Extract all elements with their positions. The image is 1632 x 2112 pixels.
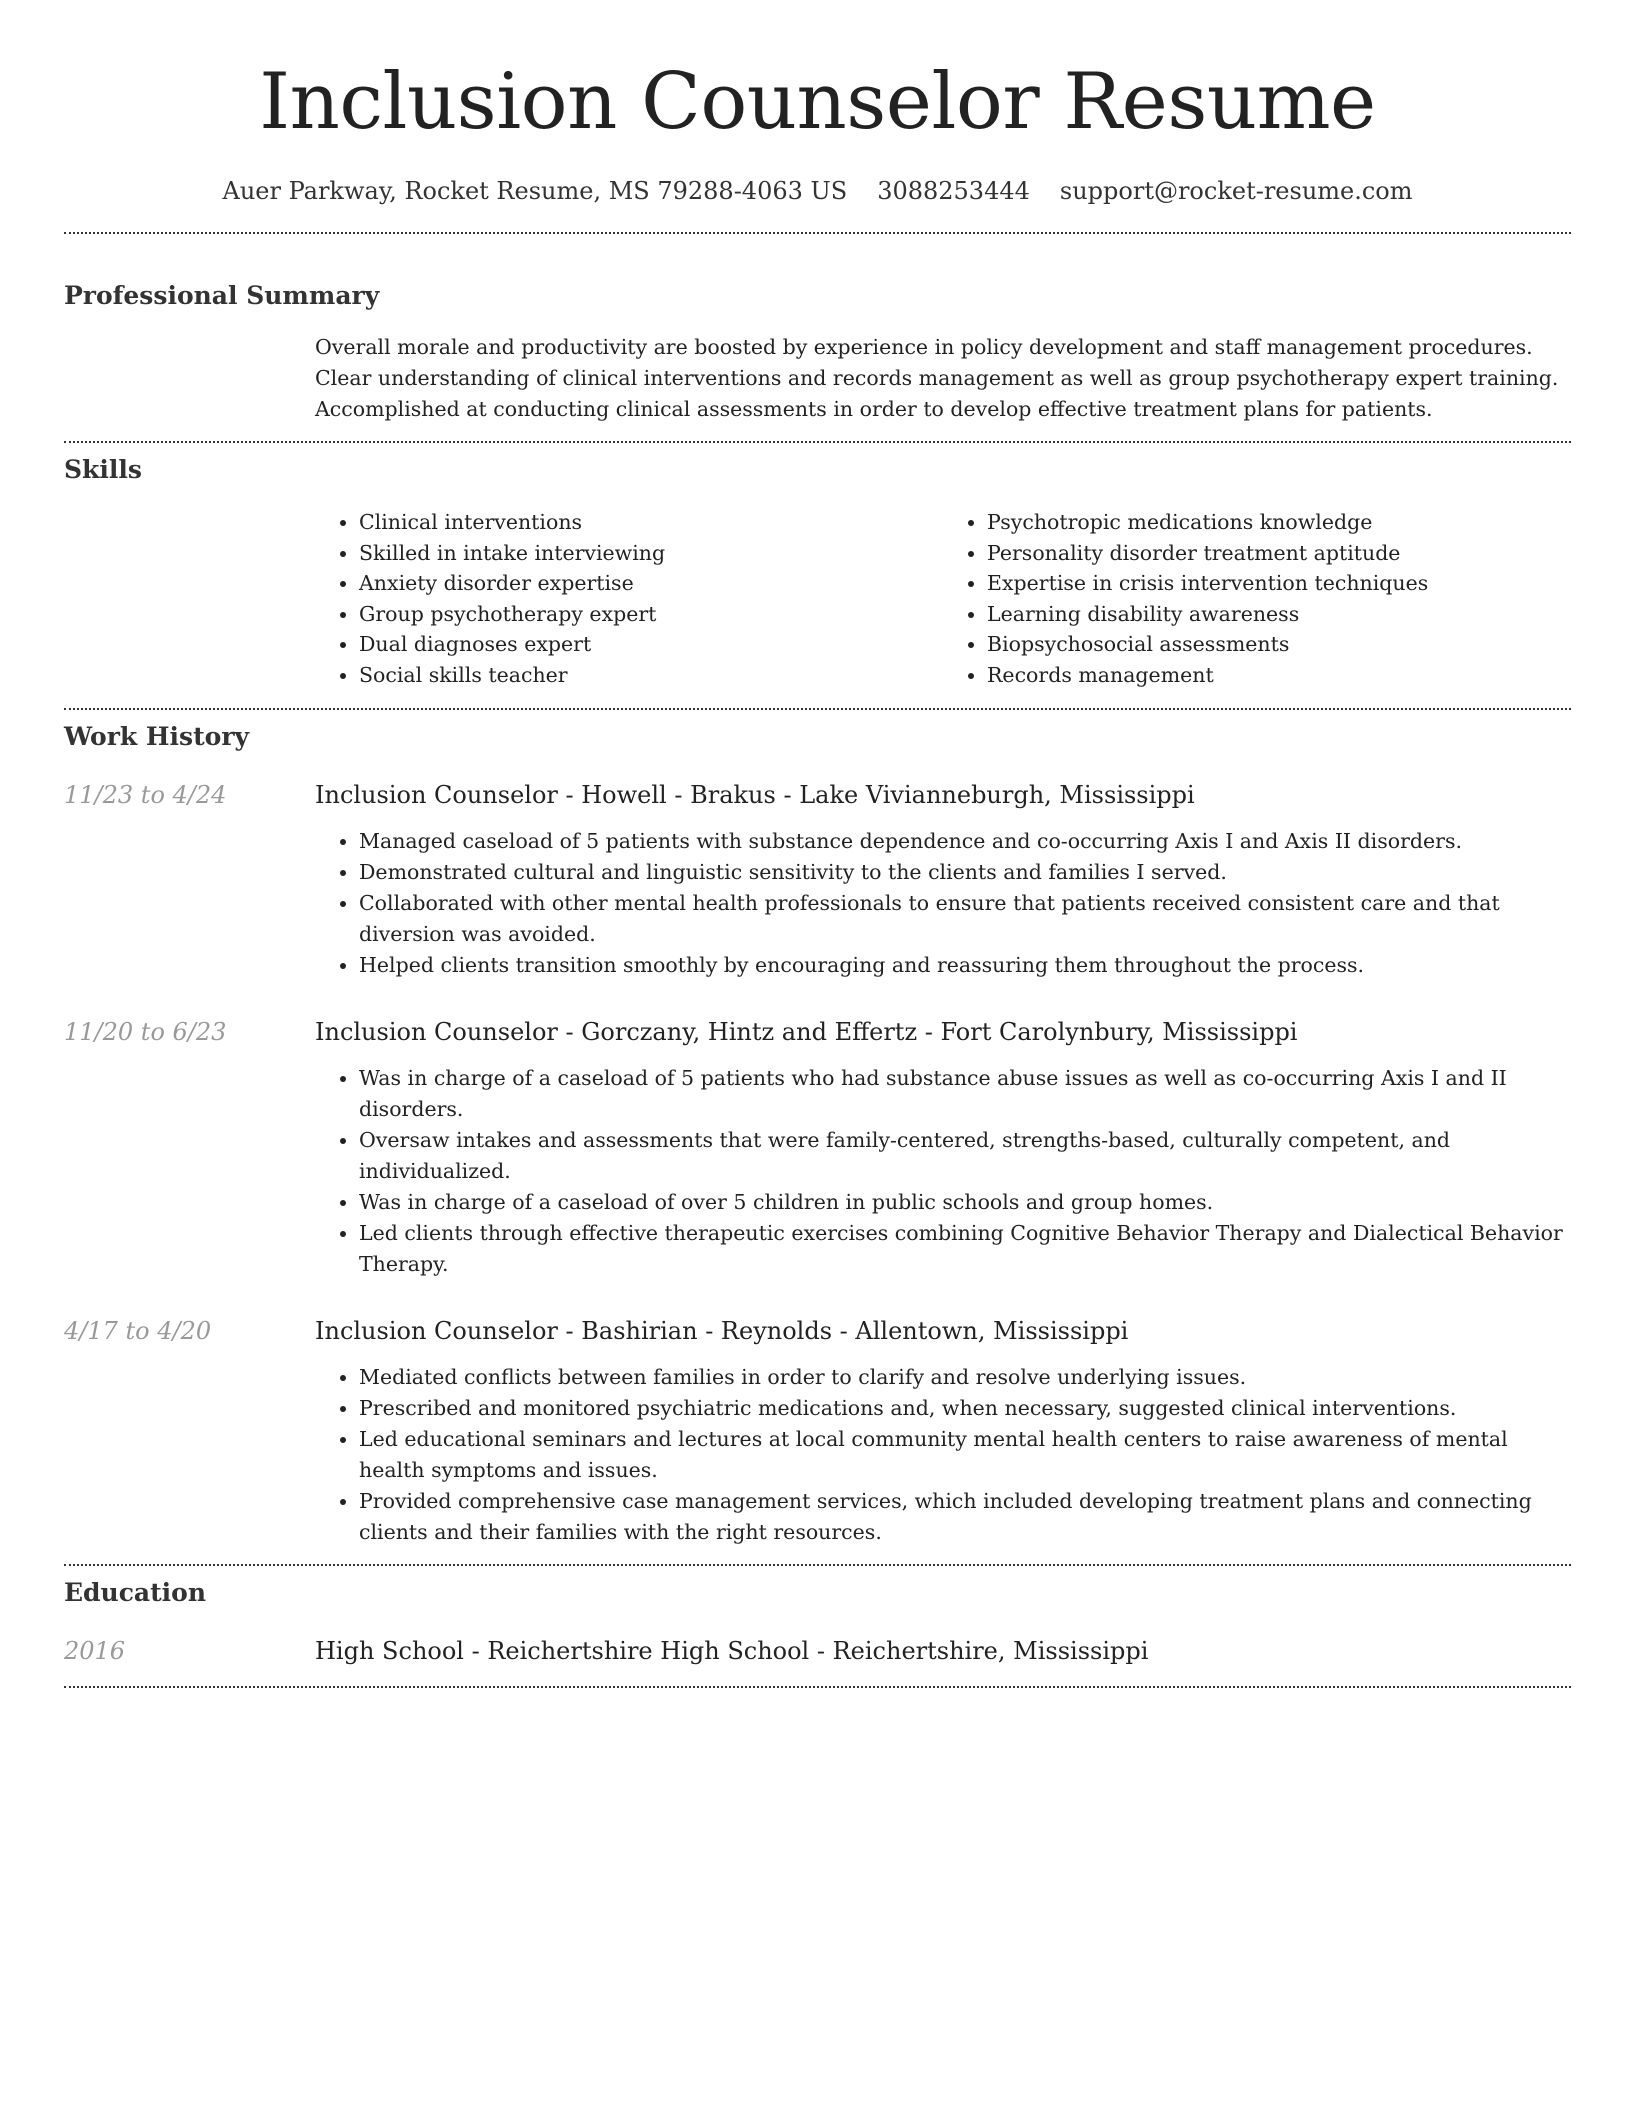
education-year: 2016 — [64, 1637, 126, 1665]
skill-item: • Dual diagnoses expert — [359, 629, 943, 660]
job-bullets — [315, 1063, 1571, 1280]
job-title: Inclusion Counselor - Howell - Brakus - Lake Vivianneburgh, Mississippi — [315, 781, 1195, 809]
job-dates: 11/20 to 6/23 — [64, 1018, 227, 1046]
education-details — [315, 1634, 1571, 1668]
job-entry — [64, 778, 1571, 981]
skill-item: • Social skills teacher — [359, 660, 943, 691]
section-heading-summary: Professional Summary — [64, 281, 380, 310]
skills-list-left — [315, 507, 943, 690]
section-heading-work: Work History — [64, 722, 250, 751]
resume-page — [64, 0, 1571, 1688]
job-details — [315, 778, 1571, 981]
section-heading-skills: Skills — [64, 455, 142, 484]
job-bullet: • Helped clients transition smoothly by encouraging and reassuring them throughout the process. — [359, 950, 1571, 981]
job-bullet: • Oversaw intakes and assessments that were family-centered, strengths-based, culturally competent, and individualized. — [359, 1125, 1571, 1187]
skill-item: • Clinical interventions — [359, 507, 943, 538]
job-title: Inclusion Counselor - Gorczany, Hintz and Effertz - Fort Carolynbury, Mississippi — [315, 1018, 1298, 1046]
job-bullet: • Prescribed and monitored psychiatric medications and, when necessary, suggested clinical interventions. — [359, 1393, 1571, 1424]
job-bullet: • Demonstrated cultural and linguistic sensitivity to the clients and families I served. — [359, 857, 1571, 888]
skills-columns — [315, 507, 1571, 690]
job-bullets — [315, 826, 1571, 981]
work-section — [64, 720, 1571, 1548]
skills-section — [64, 453, 1571, 690]
skill-item: • Learning disability awareness — [987, 599, 1571, 630]
job-bullet: • Managed caseload of 5 patients with substance dependence and co-occurring Axis I and Axis II disorders. — [359, 826, 1571, 857]
education-entry — [64, 1634, 1571, 1668]
contact-phone: 3088253444 — [877, 177, 1030, 205]
job-bullet: • Collaborated with other mental health professionals to ensure that patients received consistent care and that diversion was avoided. — [359, 888, 1571, 950]
job-bullet: • Was in charge of a caseload of 5 patients who had substance abuse issues as well as co-occurring Axis I and II disorders. — [359, 1063, 1571, 1125]
contact-address: Auer Parkway, Rocket Resume, MS 79288-4063 US — [222, 177, 848, 205]
job-bullet: • Was in charge of a caseload of over 5 children in public schools and group homes. — [359, 1187, 1571, 1218]
contact-line — [64, 174, 1571, 208]
skill-item: • Psychotropic medications knowledge — [987, 507, 1571, 538]
skill-item: • Records management — [987, 660, 1571, 691]
skill-item: • Group psychotherapy expert — [359, 599, 943, 630]
contact-email: support@rocket-resume.com — [1059, 177, 1413, 205]
education-title: High School - Reichertshire High School - Reichertshire, Mississippi — [315, 1637, 1149, 1665]
education-section — [64, 1576, 1571, 1668]
job-bullet: • Led clients through effective therapeutic exercises combining Cognitive Behavior Therapy and Dialectical Behavior Therapy. — [359, 1218, 1571, 1280]
section-heading-education: Education — [64, 1578, 207, 1607]
skill-item: • Personality disorder treatment aptitude — [987, 538, 1571, 569]
page-title: Inclusion Counselor Resume — [259, 57, 1376, 147]
job-bullet: • Provided comprehensive case management services, which included developing treatment plans and connecting clients and their families with the right resources. — [359, 1486, 1571, 1548]
skill-item: • Expertise in crisis intervention techniques — [987, 568, 1571, 599]
job-details — [315, 1015, 1571, 1280]
skill-item: • Skilled in intake interviewing — [359, 538, 943, 569]
skills-list-right — [943, 507, 1571, 690]
job-entry — [64, 1314, 1571, 1548]
job-entry — [64, 1015, 1571, 1280]
job-dates: 11/23 to 4/24 — [64, 781, 227, 809]
summary-text: Overall morale and productivity are boosted by experience in policy development and staff management procedures. Clear understanding of clinical interventions and records management as well as group psychotherapy expert training. Accomplished at conducting clinical assessments in order to develop effective treatment plans for patients. — [315, 335, 1559, 421]
divider — [64, 1686, 1571, 1688]
skill-item: • Biopsychosocial assessments — [987, 629, 1571, 660]
job-title: Inclusion Counselor - Bashirian - Reynolds - Allentown, Mississippi — [315, 1317, 1129, 1345]
job-bullets — [315, 1362, 1571, 1548]
job-bullet: • Mediated conflicts between families in order to clarify and resolve underlying issues. — [359, 1362, 1571, 1393]
divider — [64, 232, 1571, 234]
divider — [64, 441, 1571, 443]
summary-section — [64, 279, 1571, 425]
job-details — [315, 1314, 1571, 1548]
divider — [64, 1564, 1571, 1566]
skill-item: • Anxiety disorder expertise — [359, 568, 943, 599]
job-bullet: • Led educational seminars and lectures at local community mental health centers to raise awareness of mental health symptoms and issues. — [359, 1424, 1571, 1486]
job-dates: 4/17 to 4/20 — [64, 1317, 212, 1345]
divider — [64, 708, 1571, 710]
